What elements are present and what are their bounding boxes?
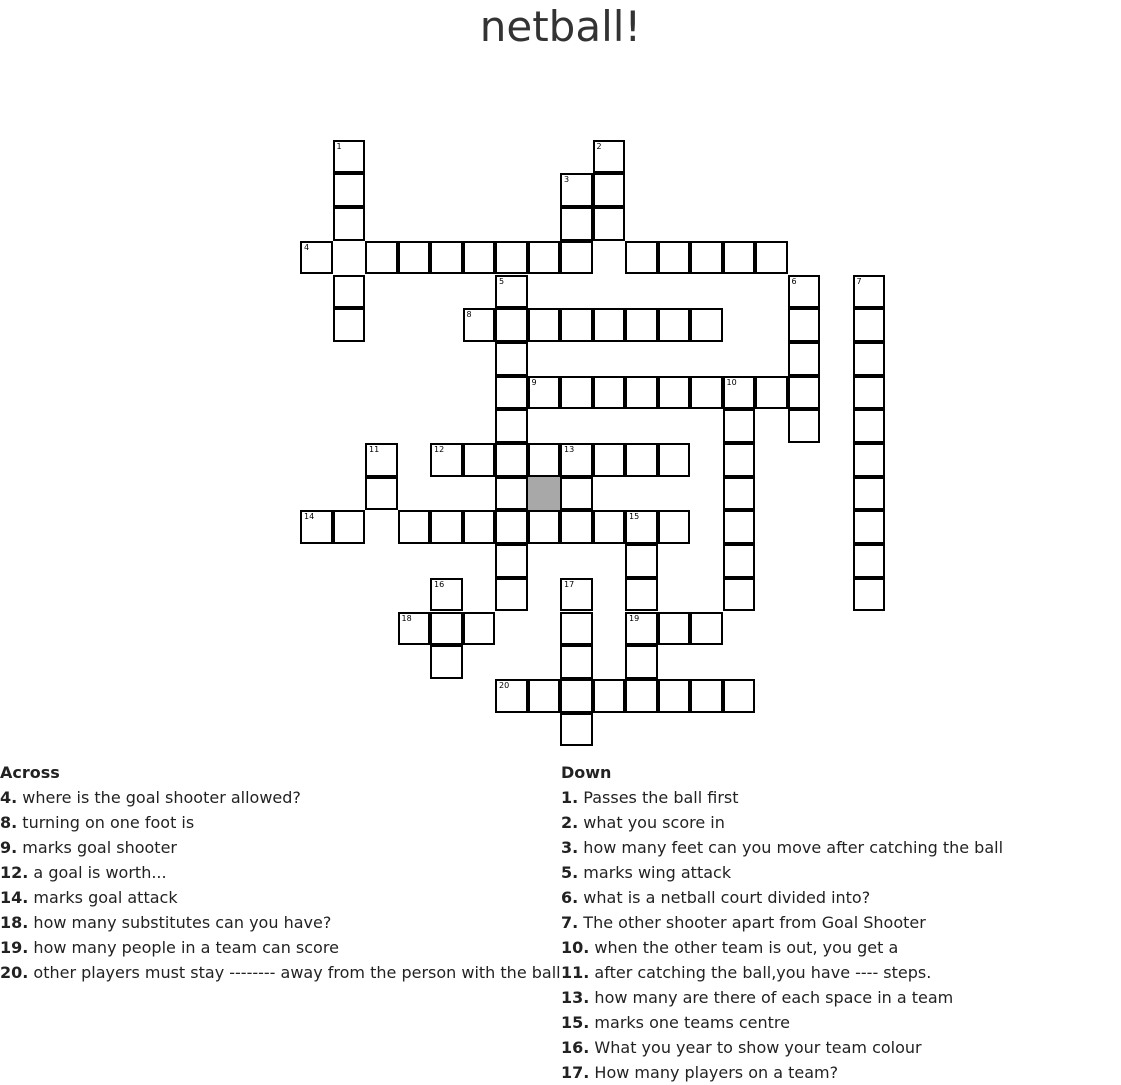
crossword-cell[interactable] <box>463 510 496 544</box>
crossword-cell[interactable] <box>365 241 398 275</box>
crossword-cell[interactable] <box>723 578 756 612</box>
crossword-cell[interactable] <box>690 612 723 646</box>
crossword-cell[interactable] <box>755 241 788 275</box>
crossword-cell[interactable] <box>658 241 691 275</box>
clue-number-label: 9. <box>0 838 18 857</box>
crossword-cell[interactable] <box>625 578 658 612</box>
clue-number-label: 15. <box>561 1013 590 1032</box>
clue-text: what you score in <box>578 813 725 832</box>
down-clue-list <box>561 785 1003 1085</box>
across-clue <box>0 935 561 960</box>
across-clue <box>0 810 561 835</box>
clue-number-label: 3. <box>561 838 579 857</box>
down-clue <box>561 1060 1003 1085</box>
clue-number: 16 <box>434 579 445 589</box>
clue-number: 15 <box>629 512 640 522</box>
crossword-cell[interactable] <box>593 679 626 713</box>
clue-number-label: 13. <box>561 988 590 1007</box>
across-clues <box>0 760 561 985</box>
clue-number: 19 <box>629 613 640 623</box>
crossword-cell[interactable] <box>333 275 366 309</box>
clue-text: how many are there of each space in a team <box>589 988 954 1007</box>
down-clue <box>561 1035 1003 1060</box>
clue-text: how many substitutes can you have? <box>28 913 332 932</box>
crossword-cell[interactable] <box>625 679 658 713</box>
crossword-cell[interactable] <box>560 241 593 275</box>
crossword-cell[interactable] <box>333 308 366 342</box>
crossword-cell[interactable] <box>788 409 821 443</box>
clue-text: when the other team is out, you get a <box>589 938 899 957</box>
clue-number-label: 7. <box>561 913 579 932</box>
clue-number-label: 11. <box>561 963 590 982</box>
crossword-cell[interactable] <box>658 308 691 342</box>
crossword-cell[interactable] <box>853 443 886 477</box>
crossword-cell[interactable] <box>495 477 528 511</box>
crossword-cell[interactable] <box>853 376 886 410</box>
across-clue <box>0 860 561 885</box>
crossword-cell[interactable] <box>495 510 528 544</box>
clue-number-label: 8. <box>0 813 18 832</box>
clue-number-label: 16. <box>561 1038 590 1057</box>
clue-text: a goal is worth... <box>28 863 167 882</box>
clue-text: other players must stay -------- away from the person with the ball <box>28 963 561 982</box>
clue-number: 17 <box>564 579 575 589</box>
down-clue <box>561 810 1003 835</box>
clue-text: The other shooter apart from Goal Shooter <box>578 913 926 932</box>
clue-number-label: 1. <box>561 788 579 807</box>
clue-number: 3 <box>564 175 570 185</box>
crossword-cell[interactable] <box>528 443 561 477</box>
crossword-cell[interactable] <box>528 241 561 275</box>
clue-number: 18 <box>401 613 412 623</box>
down-clue <box>561 960 1003 985</box>
crossword-cell[interactable] <box>593 510 626 544</box>
crossword-cell[interactable] <box>560 510 593 544</box>
crossword-cell[interactable] <box>528 376 561 410</box>
crossword-cell[interactable] <box>788 342 821 376</box>
across-clue <box>0 785 561 810</box>
shaded-cell <box>528 477 561 511</box>
crossword-cell[interactable] <box>853 308 886 342</box>
crossword-cell[interactable] <box>853 342 886 376</box>
crossword-cell[interactable] <box>723 510 756 544</box>
crossword-cell[interactable] <box>560 443 593 477</box>
down-clue <box>561 935 1003 960</box>
page-title: netball! <box>479 2 642 51</box>
crossword-cell[interactable] <box>853 544 886 578</box>
crossword-cell[interactable] <box>495 409 528 443</box>
crossword-cell[interactable] <box>495 241 528 275</box>
clue-number: 8 <box>466 310 472 320</box>
clue-number-label: 17. <box>561 1063 590 1082</box>
crossword-cell[interactable] <box>430 510 463 544</box>
crossword-cell[interactable] <box>560 477 593 511</box>
crossword-cell[interactable] <box>625 510 658 544</box>
clue-number: 2 <box>596 141 602 151</box>
clue-number-label: 10. <box>561 938 590 957</box>
crossword-cell[interactable] <box>398 612 431 646</box>
crossword-cell[interactable] <box>528 510 561 544</box>
down-clue <box>561 985 1003 1010</box>
crossword-cell[interactable] <box>365 477 398 511</box>
crossword-cell[interactable] <box>560 612 593 646</box>
crossword-cell[interactable] <box>495 679 528 713</box>
crossword-cell[interactable] <box>690 679 723 713</box>
crossword-cell[interactable] <box>560 376 593 410</box>
crossword-cell[interactable] <box>853 477 886 511</box>
clue-number: 20 <box>499 680 510 690</box>
clue-number-label: 2. <box>561 813 579 832</box>
crossword-cell[interactable] <box>495 342 528 376</box>
crossword-cell[interactable] <box>690 308 723 342</box>
crossword-cell[interactable] <box>593 376 626 410</box>
crossword-cell[interactable] <box>625 308 658 342</box>
crossword-cell[interactable] <box>430 645 463 679</box>
clue-text: marks goal shooter <box>17 838 177 857</box>
crossword-cell[interactable] <box>463 612 496 646</box>
clue-text: marks goal attack <box>28 888 178 907</box>
down-clue <box>561 835 1003 860</box>
crossword-cell[interactable] <box>593 140 626 174</box>
clue-number: 5 <box>499 276 505 286</box>
crossword-cell[interactable] <box>723 679 756 713</box>
clue-text: marks one teams centre <box>589 1013 790 1032</box>
clue-number: 11 <box>369 445 380 454</box>
crossword-cell[interactable] <box>495 578 528 612</box>
crossword-cell[interactable] <box>430 241 463 275</box>
clue-number: 1 <box>336 141 342 151</box>
crossword-cell[interactable] <box>495 544 528 578</box>
clue-number-label: 18. <box>0 913 29 932</box>
across-clue <box>0 960 561 985</box>
crossword-cell[interactable] <box>625 612 658 646</box>
crossword-cell[interactable] <box>593 173 626 207</box>
crossword-cell[interactable] <box>333 173 366 207</box>
clue-text: what is a netball court divided into? <box>578 888 871 907</box>
clue-number-label: 5. <box>561 863 579 882</box>
crossword-cell[interactable] <box>528 679 561 713</box>
crossword-cell[interactable] <box>723 241 756 275</box>
clue-number-label: 6. <box>561 888 579 907</box>
crossword-cell[interactable] <box>625 241 658 275</box>
crossword-cell[interactable] <box>560 173 593 207</box>
across-clue <box>0 835 561 860</box>
crossword-cell[interactable] <box>593 207 626 241</box>
crossword-cell[interactable] <box>625 645 658 679</box>
crossword-cell[interactable] <box>333 140 366 174</box>
crossword-cell[interactable] <box>788 308 821 342</box>
crossword-cell[interactable] <box>658 679 691 713</box>
crossword-cell[interactable] <box>723 443 756 477</box>
crossword-cell[interactable] <box>853 578 886 612</box>
crossword-cell[interactable] <box>723 544 756 578</box>
crossword-cell[interactable] <box>495 308 528 342</box>
clue-number: 7 <box>856 276 862 286</box>
crossword-cell[interactable] <box>658 376 691 410</box>
clue-number: 9 <box>531 377 537 387</box>
clue-number: 12 <box>434 445 445 454</box>
crossword-cell[interactable] <box>495 275 528 309</box>
crossword-cell[interactable] <box>300 510 333 544</box>
clue-text: how many feet can you move after catching the ball <box>578 838 1004 857</box>
crossword-cell[interactable] <box>625 544 658 578</box>
crossword-cell[interactable] <box>560 713 593 747</box>
clue-number-label: 14. <box>0 888 29 907</box>
crossword-cell[interactable] <box>365 443 398 477</box>
clue-number: 10 <box>726 377 737 387</box>
down-clues <box>561 760 1003 1085</box>
crossword-cell[interactable] <box>853 510 886 544</box>
down-clue <box>561 910 1003 935</box>
clue-number-label: 20. <box>0 963 29 982</box>
crossword-cell[interactable] <box>463 443 496 477</box>
crossword-cell[interactable] <box>430 612 463 646</box>
crossword-cell[interactable] <box>723 477 756 511</box>
crossword-cell[interactable] <box>658 612 691 646</box>
crossword-cell[interactable] <box>755 376 788 410</box>
crossword-cell[interactable] <box>333 510 366 544</box>
clue-text: Passes the ball first <box>578 788 739 807</box>
crossword-cell[interactable] <box>690 241 723 275</box>
clue-number: 6 <box>791 276 797 286</box>
clue-text: How many players on a team? <box>589 1063 839 1082</box>
clue-number: 13 <box>564 445 575 454</box>
crossword-cell[interactable] <box>788 275 821 309</box>
crossword-cell[interactable] <box>528 308 561 342</box>
down-heading: Down <box>561 763 612 782</box>
crossword-cell[interactable] <box>300 241 333 275</box>
crossword-cell[interactable] <box>333 207 366 241</box>
down-clue <box>561 860 1003 885</box>
crossword-cell[interactable] <box>853 409 886 443</box>
clue-text: where is the goal shooter allowed? <box>17 788 301 807</box>
crossword-cell[interactable] <box>625 376 658 410</box>
clue-text: turning on one foot is <box>17 813 195 832</box>
crossword-cell[interactable] <box>658 443 691 477</box>
crossword-cell[interactable] <box>495 376 528 410</box>
clue-number-label: 19. <box>0 938 29 957</box>
crossword-grid <box>300 106 860 754</box>
crossword-cell[interactable] <box>690 376 723 410</box>
crossword-cell[interactable] <box>560 679 593 713</box>
crossword-cell[interactable] <box>723 376 756 410</box>
across-clue-list <box>0 785 561 985</box>
crossword-cell[interactable] <box>560 308 593 342</box>
down-clue <box>561 1010 1003 1035</box>
across-clue <box>0 910 561 935</box>
crossword-cell[interactable] <box>398 241 431 275</box>
clue-text: marks wing attack <box>578 863 732 882</box>
crossword-cell[interactable] <box>463 241 496 275</box>
across-heading: Across <box>0 763 60 782</box>
crossword-cell[interactable] <box>398 510 431 544</box>
down-clue <box>561 885 1003 910</box>
crossword-cell[interactable] <box>463 308 496 342</box>
down-clue <box>561 785 1003 810</box>
crossword-cell[interactable] <box>853 275 886 309</box>
clue-number-label: 4. <box>0 788 18 807</box>
clue-text: how many people in a team can score <box>28 938 339 957</box>
clue-text: What you year to show your team colour <box>589 1038 922 1057</box>
crossword-cell[interactable] <box>495 443 528 477</box>
clue-number-label: 12. <box>0 863 29 882</box>
crossword-cell[interactable] <box>560 207 593 241</box>
crossword-cell[interactable] <box>430 443 463 477</box>
crossword-cell[interactable] <box>625 443 658 477</box>
crossword-cell[interactable] <box>593 308 626 342</box>
across-clue <box>0 885 561 910</box>
crossword-cell[interactable] <box>788 376 821 410</box>
crossword-cell[interactable] <box>430 578 463 612</box>
crossword-cell[interactable] <box>593 443 626 477</box>
crossword-cell[interactable] <box>560 645 593 679</box>
clue-number: 4 <box>304 242 310 252</box>
clue-number: 14 <box>304 512 315 522</box>
crossword-cell[interactable] <box>560 578 593 612</box>
clue-text: after catching the ball,you have ---- steps. <box>589 963 932 982</box>
crossword-cell[interactable] <box>723 409 756 443</box>
crossword-cell[interactable] <box>658 510 691 544</box>
